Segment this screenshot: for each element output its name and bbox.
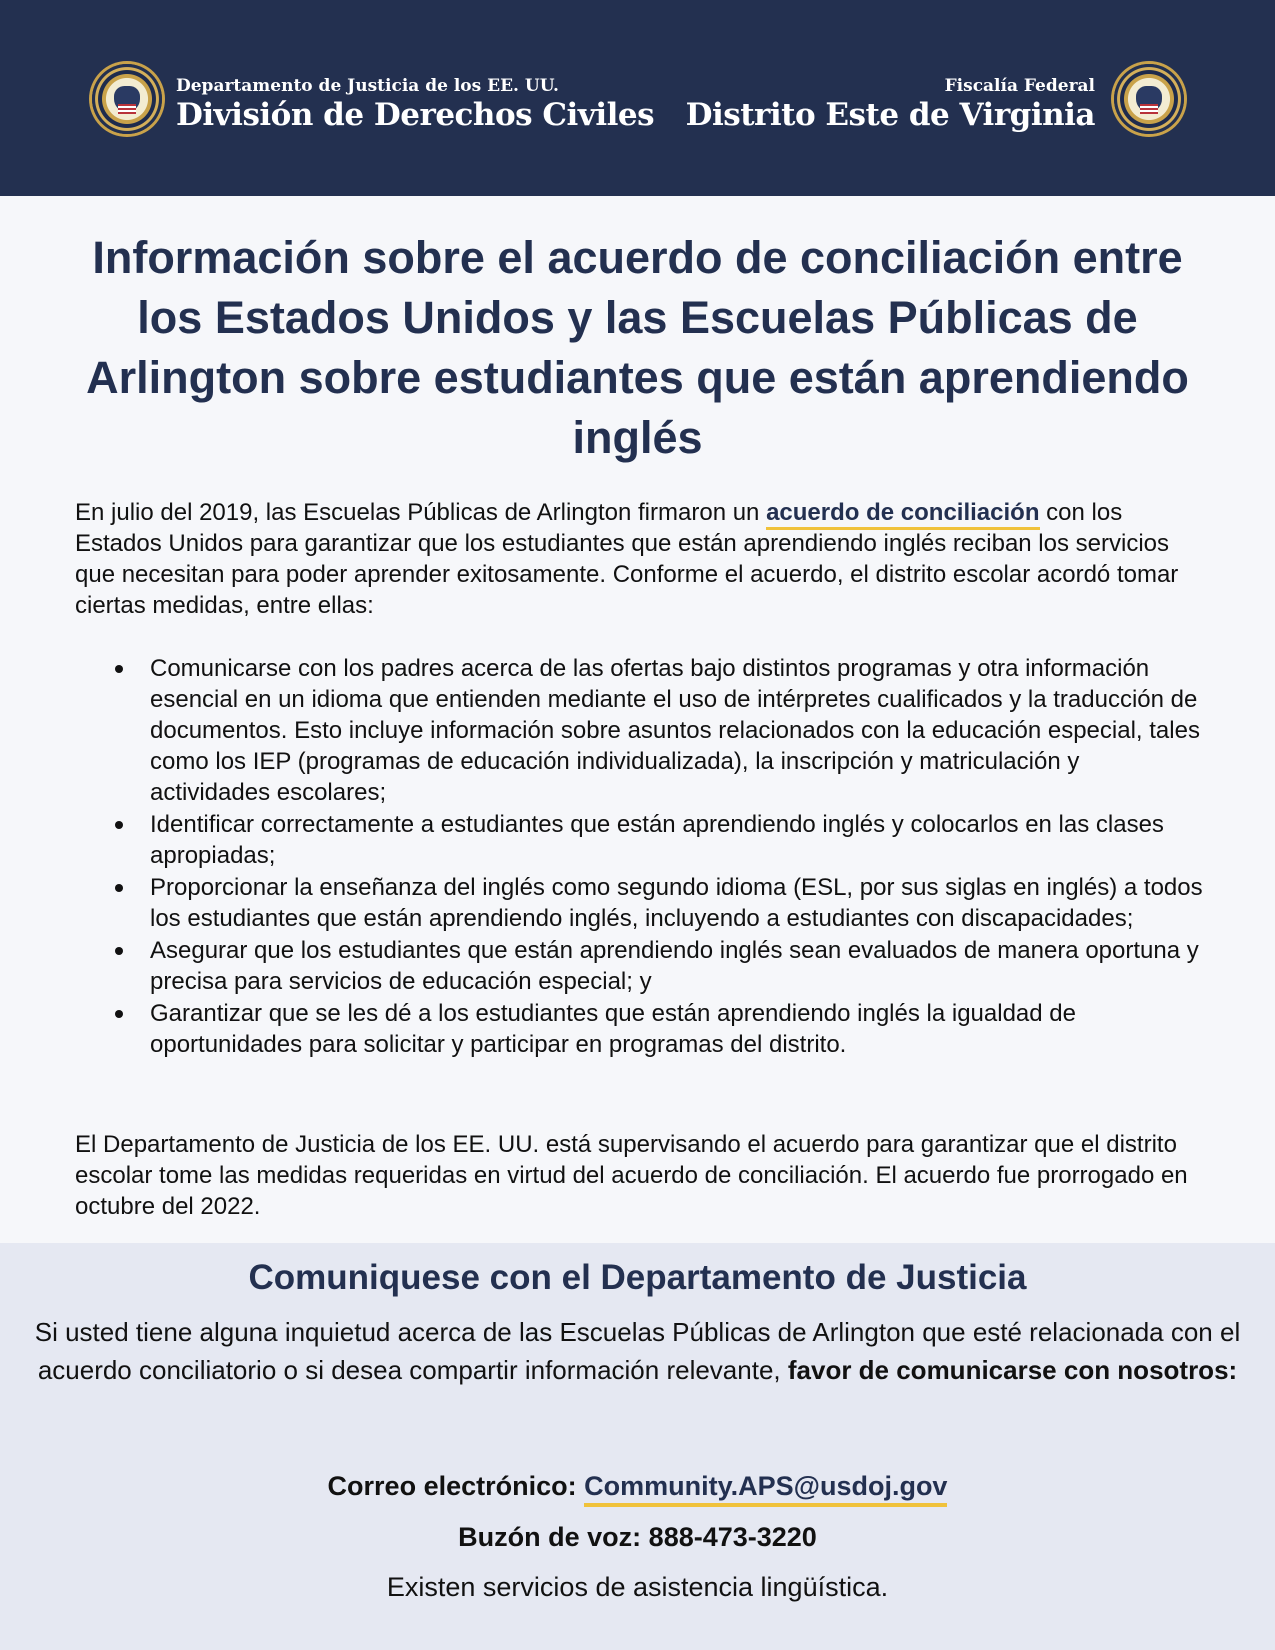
bullet-icon bbox=[115, 665, 123, 673]
header-left-block bbox=[176, 76, 654, 134]
doj-seal-icon bbox=[92, 64, 162, 134]
contact-title: Comuniquese con el Departamento de Justicia bbox=[248, 1258, 1027, 1297]
header-right-subtitle: Fiscalía Federal bbox=[944, 76, 1095, 96]
list-item: Proporcionar la enseñanza del inglés como segundo idioma (ESL, por sus siglas en inglés) a todos los estudiantes que están aprendiendo inglés, incluyendo a estudiantes con discapacidades; bbox=[75, 872, 1205, 934]
bullet-icon bbox=[115, 947, 123, 955]
intro-paragraph bbox=[75, 497, 1205, 621]
phone-label: Buzón de voz: bbox=[458, 1522, 649, 1552]
measures-list bbox=[75, 653, 1205, 1061]
email-link[interactable]: Community.APS@usdoj.gov bbox=[584, 1471, 947, 1507]
page-header bbox=[0, 0, 1275, 196]
list-item: Garantizar que se les dé a los estudiantes que están aprendiendo inglés la igualdad de oportunidades para solicitar y participar en programas del distrito. bbox=[75, 998, 1205, 1060]
closing-paragraph: El Departamento de Justicia de los EE. UU. está supervisando el acuerdo para garantizar que el distrito escolar tome las medidas requeridas en virtud del acuerdo de conciliación. El acuerdo fue prorrogado en octubre del 2022. bbox=[75, 1131, 1188, 1220]
list-item: Asegurar que los estudiantes que están aprendiendo inglés sean evaluados de manera oportuna y precisa para servicios de educación especial; y bbox=[75, 935, 1205, 997]
contact-body-text: Si usted tiene alguna inquietud acerca de las Escuelas Públicas de Arlington que esté relacionada con el acuerdo conciliatorio o si desea compartir información relevante, bbox=[34, 1317, 1241, 1385]
list-item: Comunicarse con los padres acerca de las ofertas bajo distintos programas y otra información esencial en un idioma que entienden mediante el uso de intérpretes cualificados y la traducción de documentos. Esto incluye información sobre asuntos relacionados con la educación especial, tales como los IEP (programas de educación individualizada), la inscripción y matriculación y actividades escolares; bbox=[75, 653, 1205, 808]
page-title: Información sobre el acuerdo de conciliación entre los Estados Unidos y las Escuelas Públicas de Arlington sobre estudiantes que están aprendiendo inglés bbox=[86, 232, 1189, 463]
header-left-title: División de Derechos Civiles bbox=[176, 97, 655, 133]
list-item: Identificar correctamente a estudiantes que están aprendiendo inglés y colocarlos en las clases apropiadas; bbox=[75, 809, 1205, 871]
contact-body-emphasis: favor de comunicarse con nosotros: bbox=[787, 1355, 1238, 1385]
phone-number: 888-473-3220 bbox=[648, 1522, 817, 1552]
bullet-icon bbox=[115, 1010, 123, 1018]
doj-seal-icon bbox=[1114, 64, 1184, 134]
contact-body bbox=[30, 1313, 1245, 1389]
intro-text-after: con los Estados Unidos para garantizar que los estudiantes que están aprendiendo inglés reciban los servicios que necesitan para poder aprender exitosamente. Conforme el acuerdo, el distrito escolar acordó tomar ciertas medidas, entre ellas: bbox=[75, 499, 1179, 619]
bullet-icon bbox=[115, 884, 123, 892]
header-left-subtitle: Departamento de Justicia de los EE. UU. bbox=[176, 76, 559, 96]
header-right-block bbox=[686, 76, 1095, 134]
email-label: Correo electrónico: bbox=[327, 1471, 585, 1501]
header-right-title: Distrito Este de Virginia bbox=[685, 97, 1095, 133]
email-line bbox=[0, 1467, 1275, 1505]
phone-line bbox=[0, 1518, 1275, 1556]
settlement-agreement-link[interactable]: acuerdo de conciliación bbox=[766, 499, 1039, 530]
bullet-icon bbox=[115, 821, 123, 829]
language-assistance-note: Existen servicios de asistencia lingüística. bbox=[386, 1572, 889, 1602]
intro-text-before: En julio del 2019, las Escuelas Públicas de Arlington firmaron un bbox=[75, 499, 767, 526]
